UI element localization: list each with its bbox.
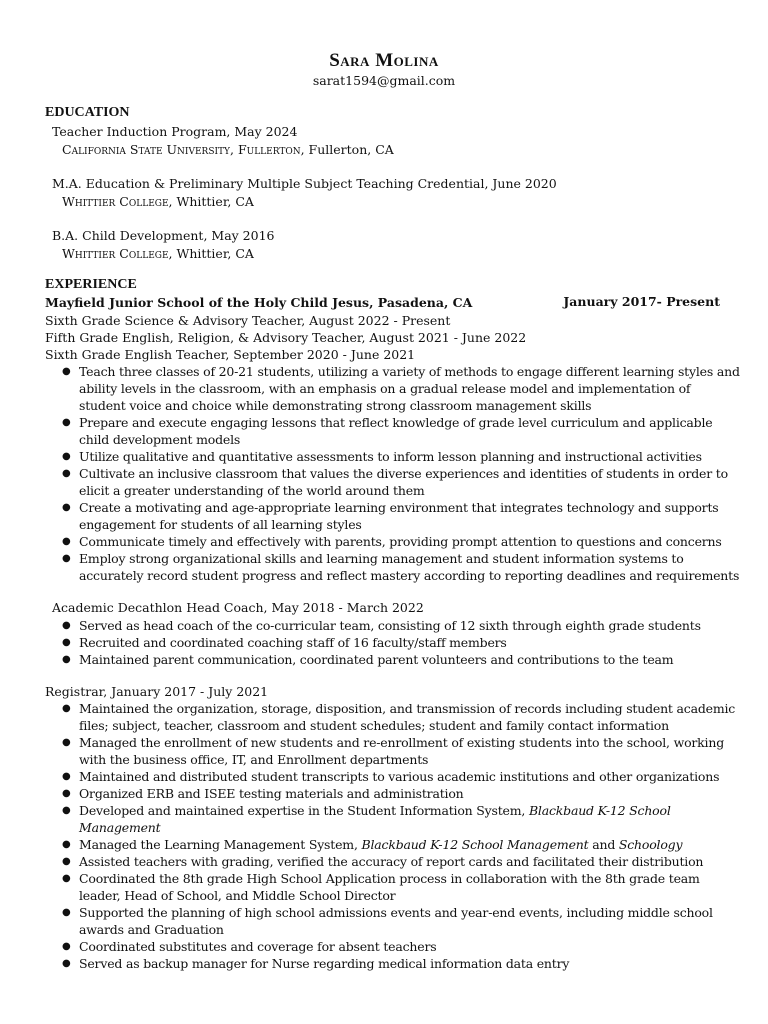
decathlon-role-title: Academic Decathlon Head Coach, May 2018 - March 2022 <box>52 600 424 615</box>
bullet-text: and <box>588 837 619 852</box>
list-item: ● Coordinated the 8th grade High School Application process in collaboration with the 8th grade team leader, Head of School, and Middle School Director <box>60 870 740 904</box>
school-location: , Whittier, CA <box>168 246 254 261</box>
teacher-bullet-list <box>60 363 740 584</box>
list-item: ● Teach three classes of 20-21 students, utilizing a variety of methods to engage different learning styles and ability levels in the classroom, with an emphasis on a gradual release model and implementation of student voice and choice while demonstrating strong classroom management skills <box>60 363 740 414</box>
school-location: , Fullerton, CA <box>300 142 394 157</box>
experience-heading: EXPERIENCE <box>45 277 137 292</box>
school-name: Whittier College <box>62 194 169 209</box>
school-name: Whittier College <box>62 246 169 261</box>
list-item <box>60 802 740 836</box>
system-name: Blackbaud K-12 School Management <box>79 803 671 835</box>
education-degree-2: M.A. Education & Preliminary Multiple Subject Teaching Credential, June 2020 <box>52 176 557 191</box>
list-item: ● Maintained parent communication, coordinated parent volunteers and contributions to the team <box>60 651 740 668</box>
list-item: ● Served as backup manager for Nurse regarding medical information data entry <box>60 955 740 972</box>
list-item: ● Assisted teachers with grading, verified the accuracy of report cards and facilitated their distribution <box>60 853 740 870</box>
education-school-1 <box>62 141 394 158</box>
list-item: ● Communicate timely and effectively with parents, providing prompt attention to questions and concerns <box>60 533 740 550</box>
resume-name: Sara Molina <box>329 50 439 71</box>
education-school-3 <box>62 245 254 262</box>
system-name: Schoology <box>618 837 683 852</box>
email-address[interactable]: sarat1594@gmail.com <box>312 73 456 88</box>
list-item: ● Utilize qualitative and quantitative assessments to inform lesson planning and instructional activities <box>60 448 740 465</box>
list-item: ● Organized ERB and ISEE testing materials and administration <box>60 785 740 802</box>
list-item: ● Managed the enrollment of new students and re-enrollment of existing students into the school, working with the business office, IT, and Enrollment departments <box>60 734 740 768</box>
employer-name: Mayfield Junior School of the Holy Child Jesus, Pasadena, CA <box>45 295 473 310</box>
employment-dates: January 2017- Present <box>563 294 720 309</box>
list-item: ● Create a motivating and age-appropriate learning environment that integrates technology and supports engagement for students of all learning styles <box>60 499 740 533</box>
education-heading: EDUCATION <box>45 105 130 120</box>
list-item: ● Supported the planning of high school admissions events and year-end events, including middle school awards and Graduation <box>60 904 740 938</box>
role-title-1: Sixth Grade Science & Advisory Teacher, August 2022 - Present <box>45 313 451 328</box>
list-item: ● Cultivate an inclusive classroom that values the diverse experiences and identities of students in order to elicit a greater understanding of the world around them <box>60 465 740 499</box>
list-item: ● Maintained the organization, storage, disposition, and transmission of records including student academic files; subject, teacher, classroom and student schedules; student and family contact information <box>60 700 740 734</box>
decathlon-bullet-list <box>60 617 740 668</box>
education-degree-1: Teacher Induction Program, May 2024 <box>52 124 298 139</box>
list-item: ● Served as head coach of the co-curricular team, consisting of 12 sixth through eighth grade students <box>60 617 740 634</box>
list-item: ● Prepare and execute engaging lessons that reflect knowledge of grade level curriculum and applicable child development models <box>60 414 740 448</box>
role-title-2: Fifth Grade English, Religion, & Advisory Teacher, August 2021 - June 2022 <box>45 330 527 345</box>
list-item: ● Employ strong organizational skills and learning management and student information systems to accurately record student progress and reflect mastery according to reporting deadlines and requirements <box>60 550 740 584</box>
registrar-bullet-list <box>60 700 740 972</box>
bullet-text: Developed and maintained expertise in the Student Information System, <box>79 803 529 818</box>
education-degree-3: B.A. Child Development, May 2016 <box>52 228 275 243</box>
education-school-2 <box>62 193 254 210</box>
list-item <box>60 836 740 853</box>
school-location: , Whittier, CA <box>168 194 254 209</box>
school-name: California State University, Fullerton <box>62 142 301 157</box>
registrar-role-title: Registrar, January 2017 - July 2021 <box>45 684 269 699</box>
list-item: ● Maintained and distributed student transcripts to various academic institutions and other organizations <box>60 768 740 785</box>
role-title-3: Sixth Grade English Teacher, September 2020 - June 2021 <box>45 347 416 362</box>
bullet-text: Managed the Learning Management System, <box>79 837 362 852</box>
list-item: ● Coordinated substitutes and coverage for absent teachers <box>60 938 740 955</box>
system-name: Blackbaud K-12 School Management <box>361 837 589 852</box>
list-item: ● Recruited and coordinated coaching staff of 16 faculty/staff members <box>60 634 740 651</box>
